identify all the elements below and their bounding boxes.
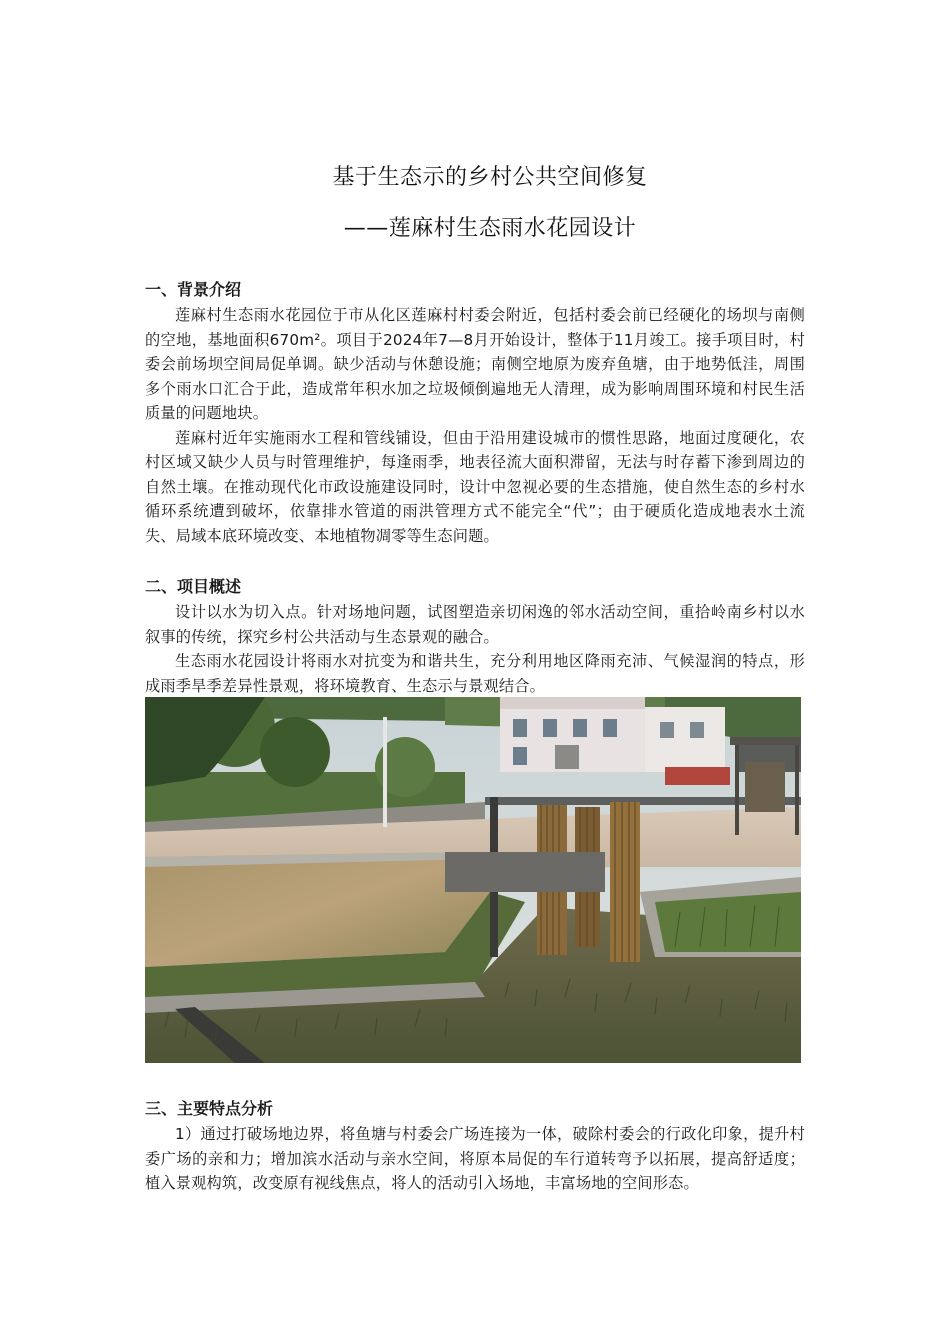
section-heading: 二、项目概述	[145, 577, 242, 596]
section-overview	[145, 574, 805, 698]
section-heading: 一、背景介绍	[145, 280, 242, 299]
paragraph: 1）通过打破场地边界，将鱼塘与村委会广场连接为一体，破除村委会的行政化印象，提升村委广场的亲和力；增加滨水活动与亲水空间，将原本局促的车行道转弯予以拓展，提高舒适度；植入景观构筑，改变原有视线焦点，将人的活动引入场地，丰富场地的空间形态。	[145, 1125, 805, 1192]
section-heading: 三、主要特点分析	[145, 1099, 274, 1118]
rain-garden-photo	[145, 697, 801, 1063]
document-title: 基于生态示的乡村公共空间修复	[332, 165, 648, 190]
paragraph: 设计以水为切入点。针对场地问题，试图塑造亲切闲逸的邻水活动空间，重拾岭南乡村以水叙事的传统，探究乡村公共活动与生态景观的融合。	[145, 603, 805, 646]
section-features	[145, 1096, 805, 1196]
paragraph: 生态雨水花园设计将雨水对抗变为和谐共生，充分利用地区降雨充沛、气候湿润的特点，形成雨季旱季差异性景观，将环境教育、生态示与景观结合。	[145, 652, 805, 695]
paragraph: 莲麻村生态雨水花园位于市从化区莲麻村村委会附近，包括村委会前已经硬化的场坝与南侧的空地，基地面积670m²。项目于2024年7—8月开始设计，整体于11月竣工。接手项目时，村委会前场坝空间局促单调。缺少活动与休憩设施；南侧空地原为废弃鱼塘，由于地势低洼，周围多个雨水口汇合于此，造成常年积水加之垃圾倾倒遍地无人清理，成为影响周围环境和村民生活质量的问题地块。	[145, 306, 805, 422]
paragraph: 莲麻村近年实施雨水工程和管线铺设，但由于沿用建设城市的惯性思路，地面过度硬化，农村区域又缺少人员与时管理维护，每逢雨季，地表径流大面积滞留，无法与时存蓄下渗到周边的自然土壤。在推动现代化市政设施建设同时，设计中忽视必要的生态措施，使自然生态的乡村水循环系统遭到破坏，依靠排水管道的雨洪管理方式不能完全“代”；由于硬质化造成地表水土流失、局域本底环境改变、本地植物凋零等生态问题。	[145, 428, 805, 545]
document-subtitle: ——莲麻村生态雨水花园设计	[343, 216, 637, 241]
section-background	[145, 277, 805, 548]
